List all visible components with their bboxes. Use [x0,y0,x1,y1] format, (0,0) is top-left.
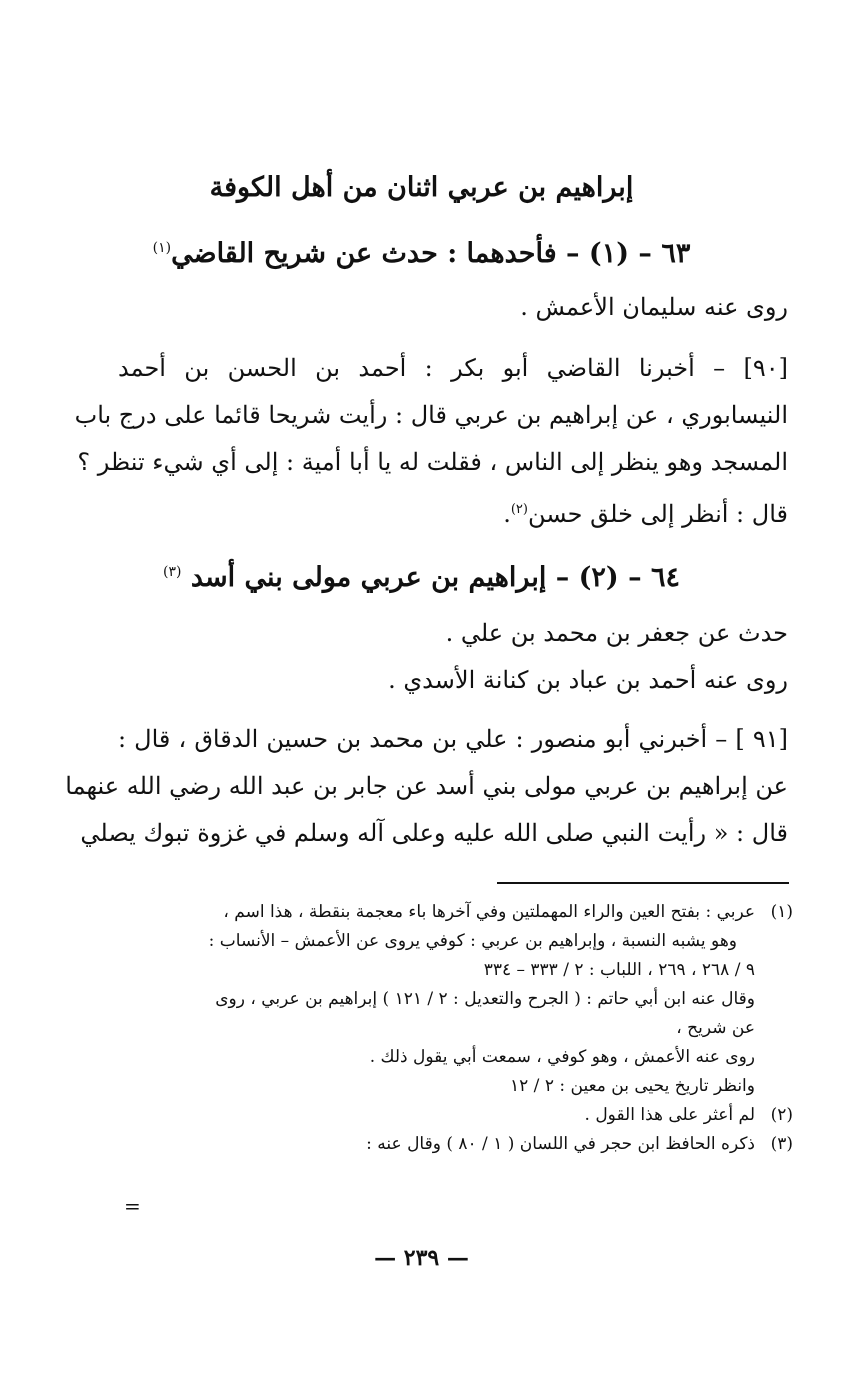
text-line: المسجد وهو ينظر إلى الناس ، فقلت له يا أبا أمية : إلى أي شيء تنظر ؟ [77,448,788,476]
footnote-line: وانظر تاريخ يحيى بن معين : ٢ / ١٢ [510,1076,755,1096]
footnote-line: ذكره الحافظ ابن حجر في اللسان ( ١ / ٨٠ ) وقال عنه : [366,1134,755,1154]
text-line: روى عنه سليمان الأعمش . [520,293,788,321]
text-line [118,486,788,538]
entry-64-title [100,552,743,598]
footnote-line: وهو يشبه النسبة ، وإبراهيم بن عربي : كوفي يروى عن الأعمش – الأنساب : [208,931,737,951]
text-line: روى عنه أحمد بن عباد بن كنانة الأسدي . [388,666,788,694]
continuation-mark: = [124,1194,141,1218]
footnote-line: وقال عنه ابن أبي حاتم : ( الجرح والتعديل : ٢ / ١٢١ ) إبراهيم بن عربي ، روى [215,989,755,1009]
footnote-line: لم أعثر على هذا القول . [584,1105,755,1125]
footnote-1 [118,898,793,1101]
footnote-line: ٩ / ٢٦٨ ، ٢٦٩ ، اللباب : ٢ / ٣٣٣ – ٣٣٤ [483,960,755,980]
entry-63-narrator [118,284,788,331]
footnote-line: عربي : بفتح العين والراء المهملتين وفي آخرها باء معجمة بنقطة ، هذا اسم ، [223,902,755,922]
footnote-divider [497,882,789,884]
footnote-number: (٢) [770,1105,793,1125]
footnote-line: روى عنه الأعمش ، وهو كوفي ، سمعت أبي يقول ذلك . [369,1047,755,1067]
footnote-line: عن شريح ، [676,1018,755,1038]
text-line: [٩١ ] – أخبرني أبو منصور : علي بن محمد بن حسين الدقاق ، قال : [118,725,788,753]
entry-63-title [100,228,743,274]
entry-64-title-text: ٦٤ – (٢) – إبراهيم بن عربي مولى بني أسد [190,562,681,593]
footnote-ref-1: (١) [152,240,172,256]
text-line: عن إبراهيم بن عربي مولى بني أسد عن جابر بن عبد الله رضي الله عنهما [65,772,788,800]
footnotes [118,898,793,1159]
text-span: قال : أنظر إلى خلق حسن [527,500,788,528]
footnote-ref-3: (٣) [162,564,182,580]
footnote-number: (١) [770,902,793,922]
section-heading: إبراهيم بن عربي اثنان من أهل الكوفة [209,172,634,203]
text-line: [٩٠] – أخبرنا القاضي أبو بكر : أحمد بن الحسن بن أحمد [118,354,788,382]
text-line: حدث عن جعفر بن محمد بن علي . [445,619,788,647]
hadith-91 [65,716,788,857]
entry-63-title-text: ٦٣ – (١) – فأحدهما : حدث عن شريح القاضي [171,238,691,269]
text-line: النيسابوري ، عن إبراهيم بن عربي قال : رأيت شريحا قائما على درج باب [74,401,788,429]
page-number: — ٢٣٩ — [374,1245,469,1271]
footnote-number: (٣) [770,1134,793,1154]
footnote-2 [118,1101,793,1130]
entry-64-details [118,610,788,704]
footnote-ref-2: (٢) [510,502,528,517]
period: . [503,500,511,528]
hadith-90 [74,345,788,538]
footnote-3 [118,1130,793,1159]
text-line: قال : « رأيت النبي صلى الله عليه وعلى آله وسلم في غزوة تبوك يصلي [80,819,788,847]
